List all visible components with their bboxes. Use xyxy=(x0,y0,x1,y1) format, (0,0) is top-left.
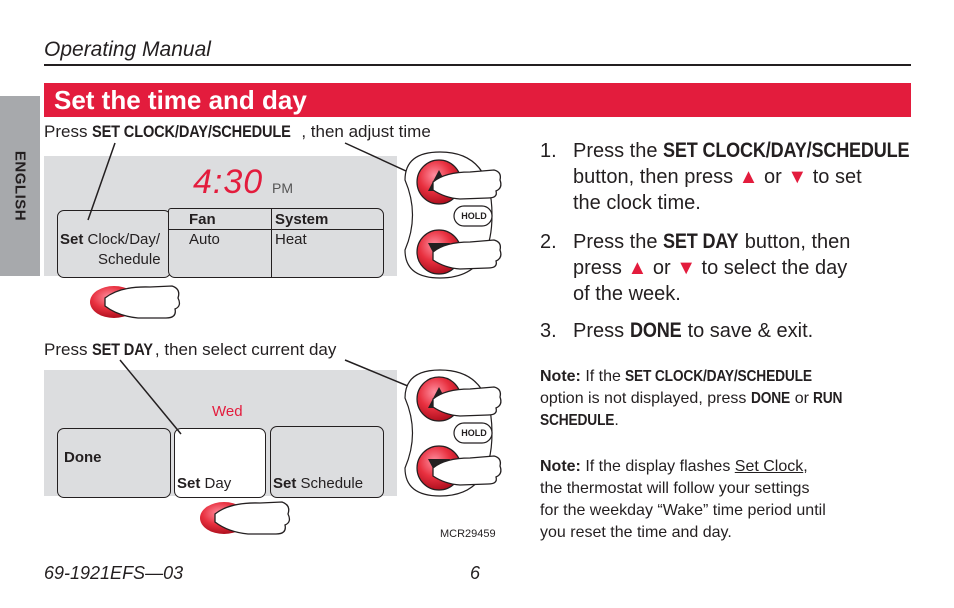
set-clock-link: Set Clock xyxy=(734,458,804,475)
clock-ampm: PM xyxy=(272,180,293,196)
page-number: 6 xyxy=(470,563,481,583)
set-schedule-button[interactable]: Set Schedule xyxy=(270,426,384,498)
note-1: Note: If the SET CLOCK/DAY/SCHEDULE option is not displayed, press DONE or RUN SCHEDULE. xyxy=(540,368,843,429)
done-button[interactable]: Done xyxy=(57,428,171,498)
step-1: 1. Press the SET CLOCK/DAY/SCHEDULE button, then press ▲ or ▼ to set the clock time. xyxy=(540,139,910,214)
diagram2-caption-key: SET DAY xyxy=(92,340,154,359)
diagram2-caption: Press SET DAY , then select current day xyxy=(44,340,337,359)
diagram1-caption: Press SET CLOCK/DAY/SCHEDULE , then adjust time xyxy=(44,122,431,141)
note-2: Note: If the display flashes Set Clock, the thermostat will follow your settings for the weekday “Wake” time period until you reset the time and day. xyxy=(540,458,826,541)
fan-value: Auto xyxy=(189,231,220,248)
set-day-button[interactable]: Set Day xyxy=(174,428,266,498)
set-clock-day-schedule-button[interactable]: Set Clock/Day/ Schedule xyxy=(57,210,171,278)
up-arrow-icon: ▲ xyxy=(627,257,648,279)
manual-header: Operating Manual xyxy=(44,38,211,61)
doc-number: 69-1921EFS—03 xyxy=(44,563,184,583)
system-value: Heat xyxy=(275,231,307,248)
hold-label-2: HOLD xyxy=(461,428,487,438)
leader-line-set-day xyxy=(120,360,181,434)
section-title: Set the time and day xyxy=(54,85,307,115)
step-1-key: SET CLOCK/DAY/SCHEDULE xyxy=(663,139,910,162)
diagram1-caption-key: SET CLOCK/DAY/SCHEDULE xyxy=(92,122,291,141)
down-arrow-icon: ▼ xyxy=(787,166,808,188)
clock-time: 4:30 xyxy=(193,163,264,201)
step-2-key: SET DAY xyxy=(663,230,739,253)
down-arrow-icon: ▼ xyxy=(676,257,696,279)
system-label: System xyxy=(275,211,329,228)
up-arrow-icon: ▲ xyxy=(738,166,759,188)
step-2: 2. Press the SET DAY button, then press ▲ or ▼ to select the day of the week. xyxy=(540,230,851,305)
current-day: Wed xyxy=(212,403,243,420)
language-tab-label: ENGLISH xyxy=(11,150,29,222)
figure-code: MCR29459 xyxy=(440,528,496,540)
step-3-key: DONE xyxy=(629,319,682,342)
hold-label-1: HOLD xyxy=(461,211,487,221)
step-3: 3. Press DONE to save & exit. xyxy=(540,319,814,342)
fan-label: Fan xyxy=(189,211,216,228)
